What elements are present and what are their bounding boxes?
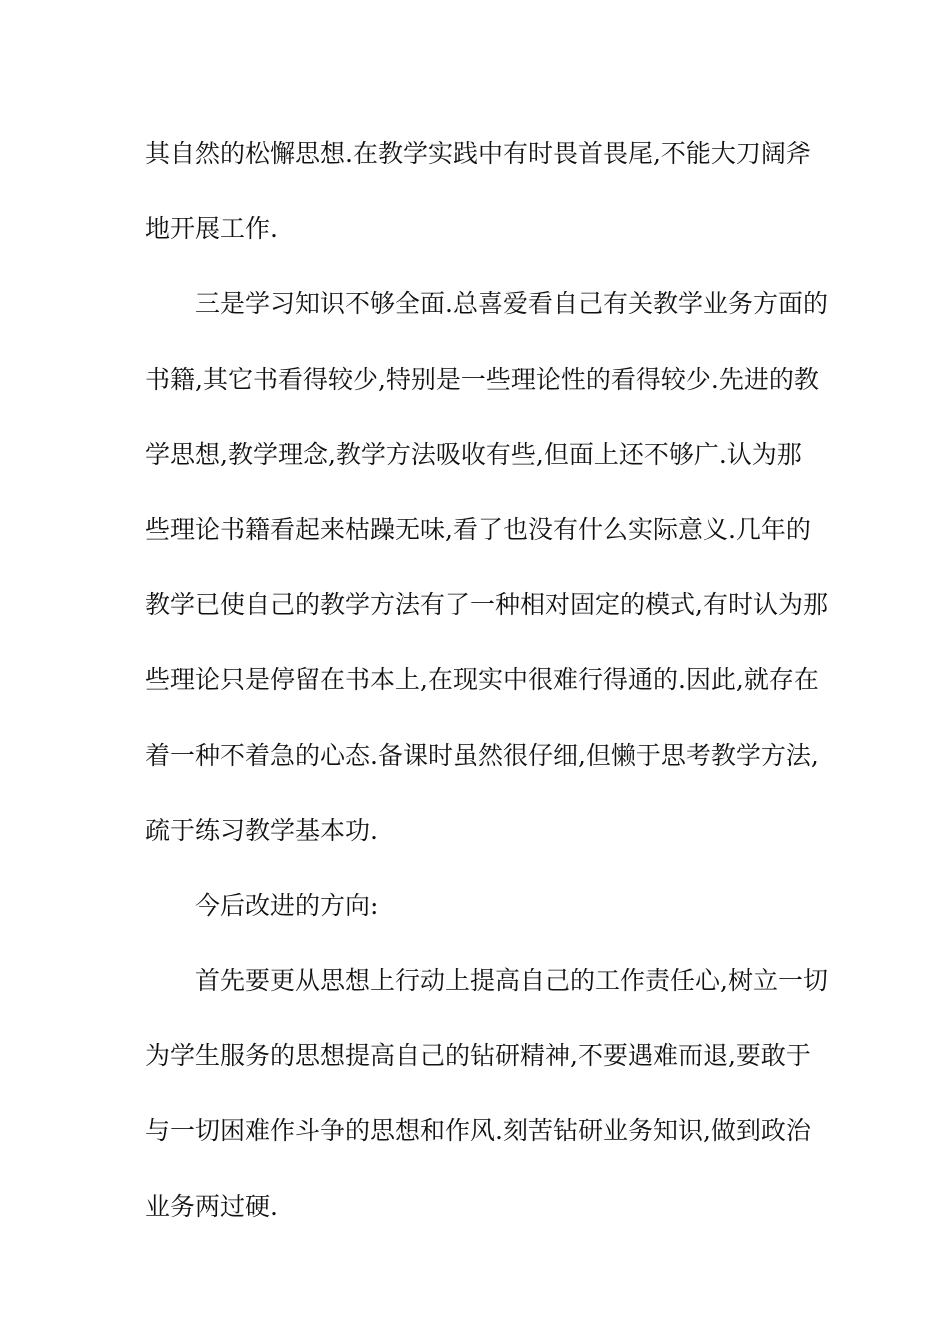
text-line: 些理论只是停留在书本上,在现实中很难行得通的.因此,就存在 <box>145 665 819 695</box>
text-line: 疏于练习教学基本功. <box>145 815 378 845</box>
text-line: 学思想,教学理念,教学方法吸收有些,但面上还不够广.认为那 <box>145 439 802 469</box>
text-line: 为学生服务的思想提高自己的钻研精神,不要遇难而退,要敢于 <box>145 1041 811 1071</box>
text-line: 些理论书籍看起来枯躁无味,看了也没有什么实际意义.几年的 <box>145 514 811 544</box>
text-line: 教学已使自己的教学方法有了一种相对固定的模式,有时认为那 <box>145 590 828 620</box>
text-line: 地开展工作. <box>145 214 278 244</box>
section-heading-line: 今后改进的方向: <box>195 890 379 920</box>
body-text <box>145 126 828 1254</box>
text-line: 其自然的松懈思想.在教学实践中有时畏首畏尾,不能大刀阔斧 <box>145 139 811 168</box>
text-line: 业务两过硬. <box>145 1191 278 1221</box>
paragraph-start-line: 三是学习知识不够全面.总喜爱看自己有关教学业务方面的 <box>195 289 828 319</box>
text-line: 书籍,其它书看得较少,特别是一些理论性的看得较少.先进的教 <box>145 364 819 394</box>
paragraph-start-line: 首先要更从思想上行动上提高自己的工作责任心,树立一切 <box>195 966 828 996</box>
text-line: 与一切困难作斗争的思想和作风.刻苦钻研业务知识,做到政治 <box>145 1116 811 1146</box>
text-line: 着一种不着急的心态.备课时虽然很仔细,但懒于思考教学方法, <box>145 740 819 770</box>
